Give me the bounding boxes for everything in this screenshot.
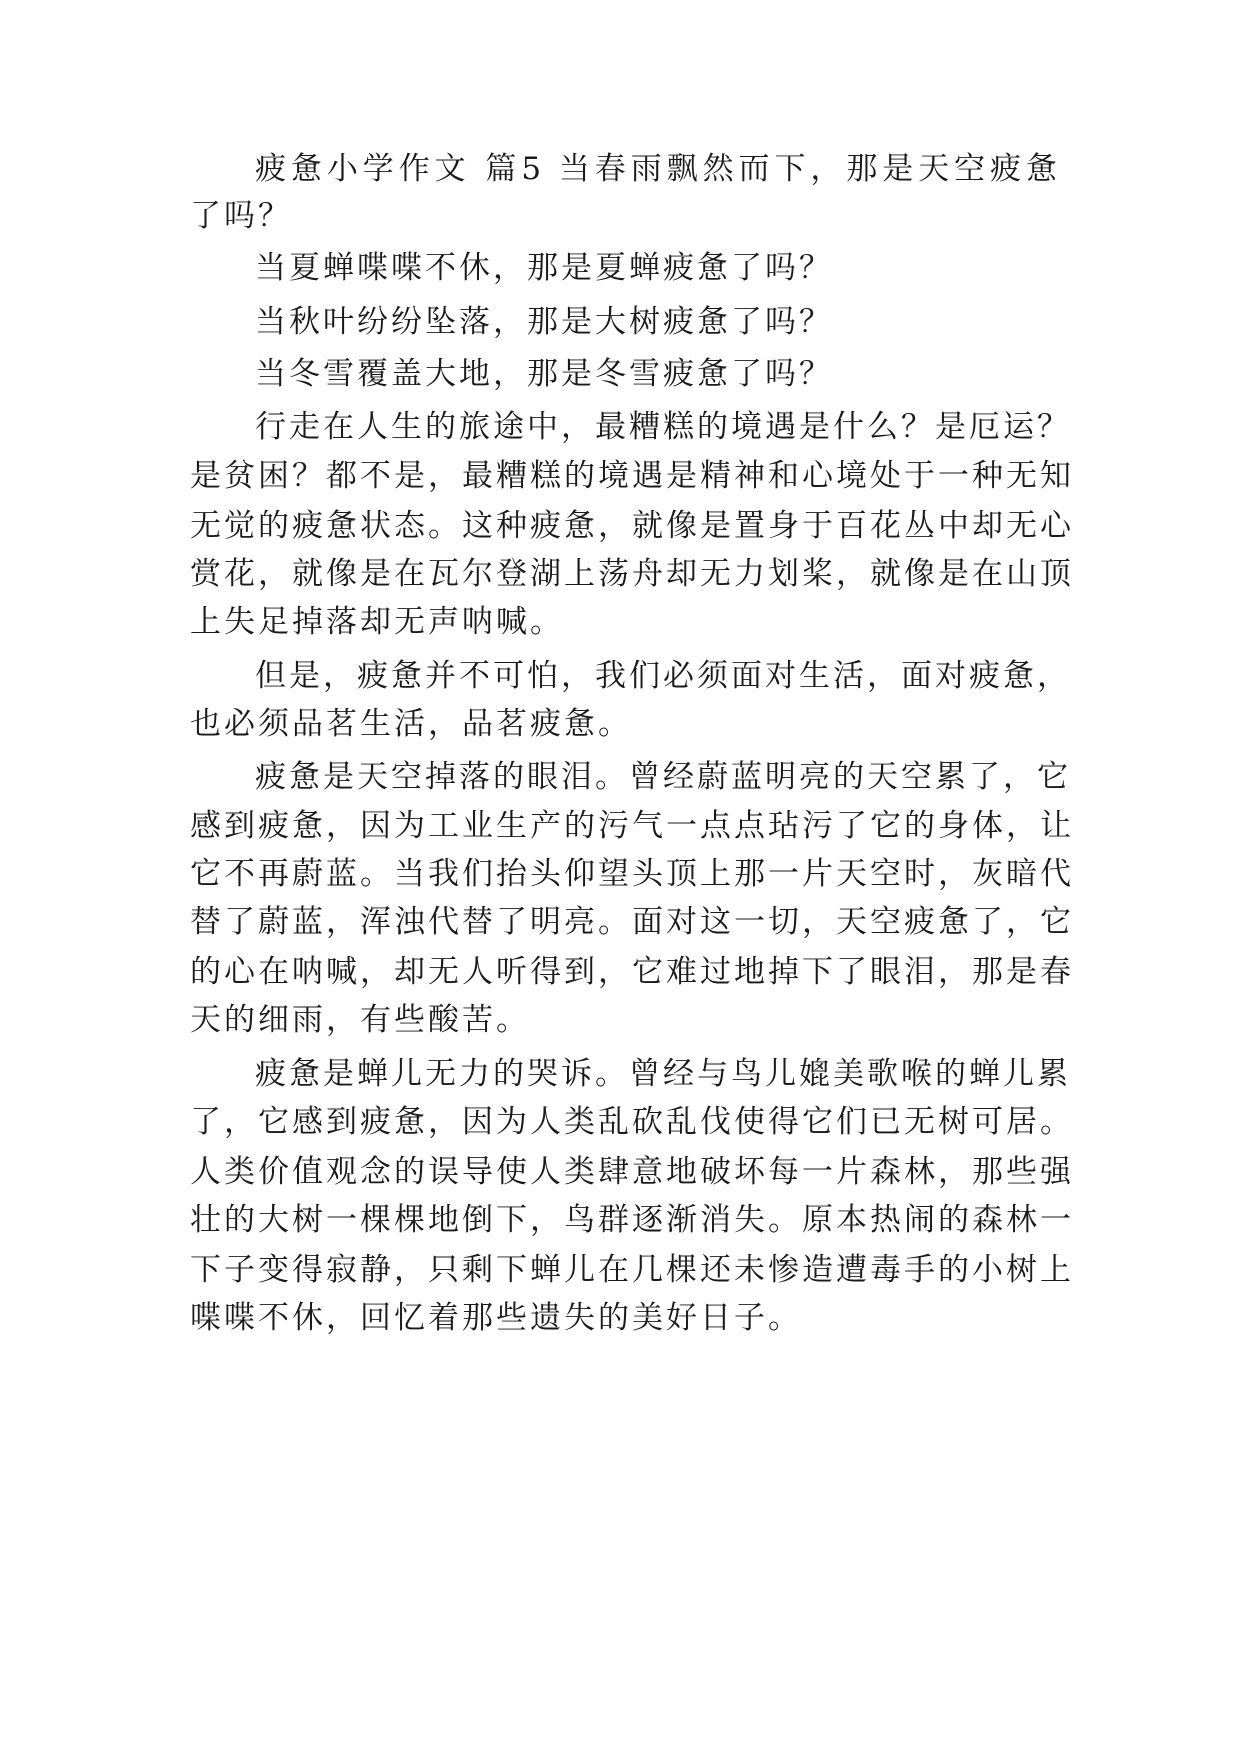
text-line: 疲惫是蝉儿无力的哭诉。曾经与鸟儿媲美歌喉的蝉儿累 <box>255 1056 1071 1092</box>
text-line: 了吗？ <box>190 198 292 234</box>
text-line: 下子变得寂静，只剩下蝉儿在几棵还未惨造遭毒手的小树上 <box>190 1252 1074 1288</box>
text-line: 天的细雨，有些酸苦。 <box>190 1002 530 1038</box>
text-line: 当冬雪覆盖大地，那是冬雪疲惫了吗？ <box>255 356 833 392</box>
text-line: 当秋叶纷纷坠落，那是大树疲惫了吗？ <box>255 304 833 340</box>
text-line: 行走在人生的旅途中，最糟糕的境遇是什么？是厄运？ <box>255 409 1071 445</box>
text-line: 是贫困？都不是，最糟糕的境遇是精神和心境处于一种无知 <box>190 458 1074 494</box>
text-line: 赏花，就像是在瓦尔登湖上荡舟却无力划桨，就像是在山顶 <box>190 556 1074 592</box>
text-line: 替了蔚蓝，浑浊代替了明亮。面对这一切，天空疲惫了，它 <box>190 904 1074 940</box>
text-line: 壮的大树一棵棵地倒下，鸟群逐渐消失。原本热闹的森林一 <box>190 1202 1074 1238</box>
text-line: 的心在呐喊，却无人听得到，它难过地掉下了眼泪，那是春 <box>190 954 1074 990</box>
text-line: 它不再蔚蓝。当我们抬头仰望头顶上那一片天空时，灰暗代 <box>190 856 1074 892</box>
text-line: 了，它感到疲惫，因为人类乱砍乱伐使得它们已无树可居。 <box>190 1104 1074 1140</box>
text-line: 疲惫是天空掉落的眼泪。曾经蔚蓝明亮的天空累了，它 <box>255 759 1071 795</box>
text-line: 也必须品茗生活，品茗疲惫。 <box>190 706 632 742</box>
text-line: 但是，疲惫并不可怕，我们必须面对生活，面对疲惫， <box>255 658 1071 694</box>
text-line: 当夏蝉喋喋不休，那是夏蝉疲惫了吗？ <box>255 250 833 286</box>
text-line: 上失足掉落却无声呐喊。 <box>190 604 564 640</box>
text-line: 喋喋不休，回忆着那些遗失的美好日子。 <box>190 1300 802 1336</box>
text-line: 人类价值观念的误导使人类肆意地破坏每一片森林，那些强 <box>190 1154 1074 1190</box>
text-line: 感到疲惫，因为工业生产的污气一点点玷污了它的身体，让 <box>190 808 1074 844</box>
text-line: 疲惫小学作文 篇5 当春雨飘然而下，那是天空疲惫 <box>255 151 1060 187</box>
text-line: 无觉的疲惫状态。这种疲惫，就像是置身于百花丛中却无心 <box>190 508 1074 544</box>
